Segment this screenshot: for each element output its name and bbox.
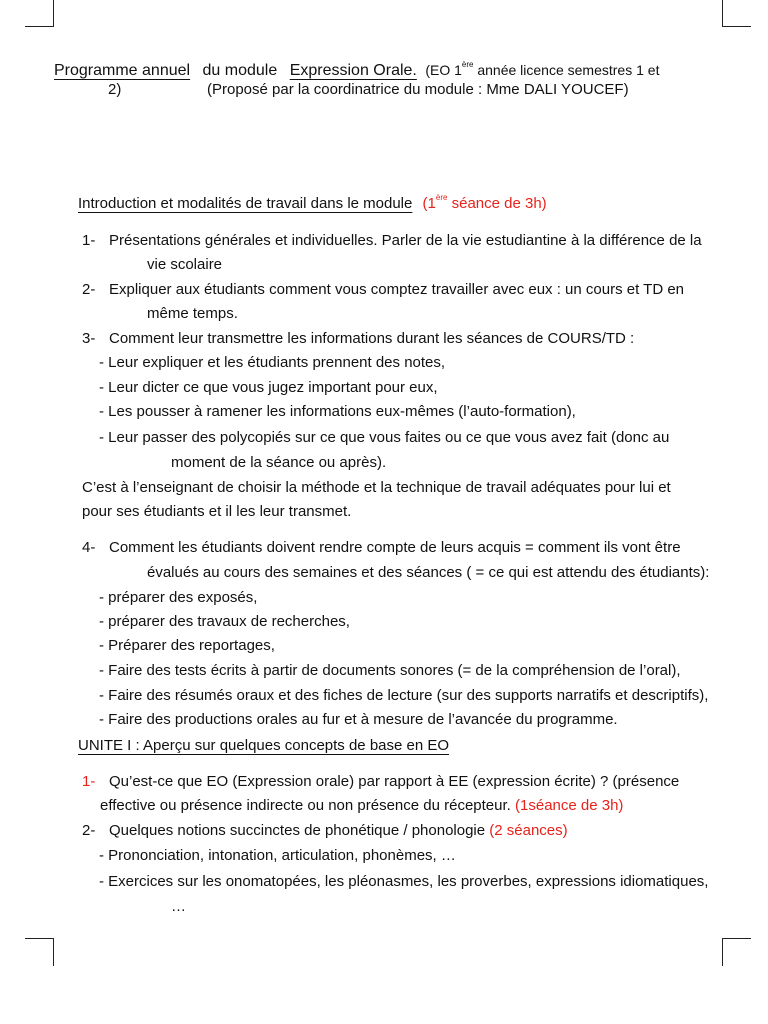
list-number: 3- [82,330,96,347]
sub-item: - Faire des résumés oraux et des fiches de lecture (sur des supports narratifs et descriptifs), [99,687,709,704]
title-coordinator: (Proposé par la coordinatrice du module : Mme DALI YOUCEF) [207,81,629,98]
intro-session: (1ère séance de 3h) [422,193,547,212]
list-item-text: Comment les étudiants doivent rendre compte de leurs acquis = comment ils vont être [109,539,681,556]
sub-item: - préparer des travaux de recherches, [99,613,350,630]
list-item-text-cont-body: effective ou présence indirecte ou non présence du récepteur. [100,797,511,814]
paragraph-line: C’est à l’enseignant de choisir la méthode et la technique de travail adéquates pour lui et [82,479,671,496]
sub-item: - préparer des exposés, [99,589,258,606]
title-level: (EO 1ère année licence semestres 1 et [425,60,660,78]
session-note: (2 séances) [485,822,568,839]
crop-mark-bottom-left-v [53,938,54,966]
title-course-name: Expression Orale. [289,62,417,79]
list-item-text: Expliquer aux étudiants comment vous comptez travailler avec eux : un cours et TD en [109,281,685,298]
list-number: 2- [82,822,96,839]
crop-mark-top-right-h [722,26,751,27]
sub-item: - Préparer des reportages, [99,637,275,654]
sub-item: - Leur dicter ce que vous jugez important pour eux, [99,379,438,396]
list-number: 2- [82,281,96,298]
sub-item-cont: moment de la séance ou après). [171,454,387,471]
intro-heading-text: Introduction et modalités de travail dans le module [78,195,413,212]
list-item-text-body: Quelques notions succinctes de phonétique / phonologie [109,822,486,839]
sub-item: - Faire des productions orales au fur et à mesure de l’avancée du programme. [99,711,618,728]
crop-mark-bottom-left-h [25,938,54,939]
list-item-text-cont [100,796,623,816]
paragraph-line: pour ses étudiants et il les leur transmet. [82,503,352,520]
list-item-text-cont: vie scolaire [147,256,223,273]
sub-item: - Faire des tests écrits à partir de documents sonores (= de la compréhension de l’oral), [99,662,681,679]
intro-heading [78,194,547,214]
list-number: 4- [82,539,96,556]
list-item-text: Comment leur transmettre les informations durant les séances de COURS/TD : [109,330,635,347]
list-item-text-cont: évalués au cours des semaines et des séances ( = ce qui est attendu des étudiants): [147,564,710,581]
sub-item: - Leur expliquer et les étudiants prennent des notes, [99,354,446,371]
crop-mark-bottom-right-v [722,938,723,966]
crop-mark-top-left-h [25,26,54,27]
list-item-text-cont: même temps. [147,305,238,322]
list-item-text: Présentations générales et individuelles. Parler de la vie estudiantine à la différence de la [109,232,702,249]
sub-item: - Prononciation, intonation, articulation, phonèmes, … [99,847,456,864]
title-module: du module [202,62,278,79]
list-item-text: Qu’est-ce que EO (Expression orale) par rapport à EE (expression écrite) ? (présence [109,773,680,790]
sub-item: - Les pousser à ramener les informations eux-mêmes (l’auto-formation), [99,403,576,420]
title-line2-num: 2) [108,81,122,98]
title-programme: Programme annuel [54,62,191,79]
crop-mark-top-left-v [53,0,54,27]
list-number: 1- [82,232,96,249]
sub-item: - Leur passer des polycopiés sur ce que vous faites ou ce que vous avez fait (donc au [99,429,670,446]
sub-item: - Exercices sur les onomatopées, les pléonasmes, les proverbes, expressions idiomatiques, [99,873,709,890]
sub-item-cont: … [171,898,186,915]
list-number: 1- [82,773,96,790]
session-note: (1séance de 3h) [510,797,624,814]
unit1-heading: UNITE I : Aperçu sur quelques concepts de base en EO [78,737,450,754]
list-item-text [109,821,568,841]
document-title [54,60,659,81]
crop-mark-top-right-v [722,0,723,27]
crop-mark-bottom-right-h [722,938,751,939]
